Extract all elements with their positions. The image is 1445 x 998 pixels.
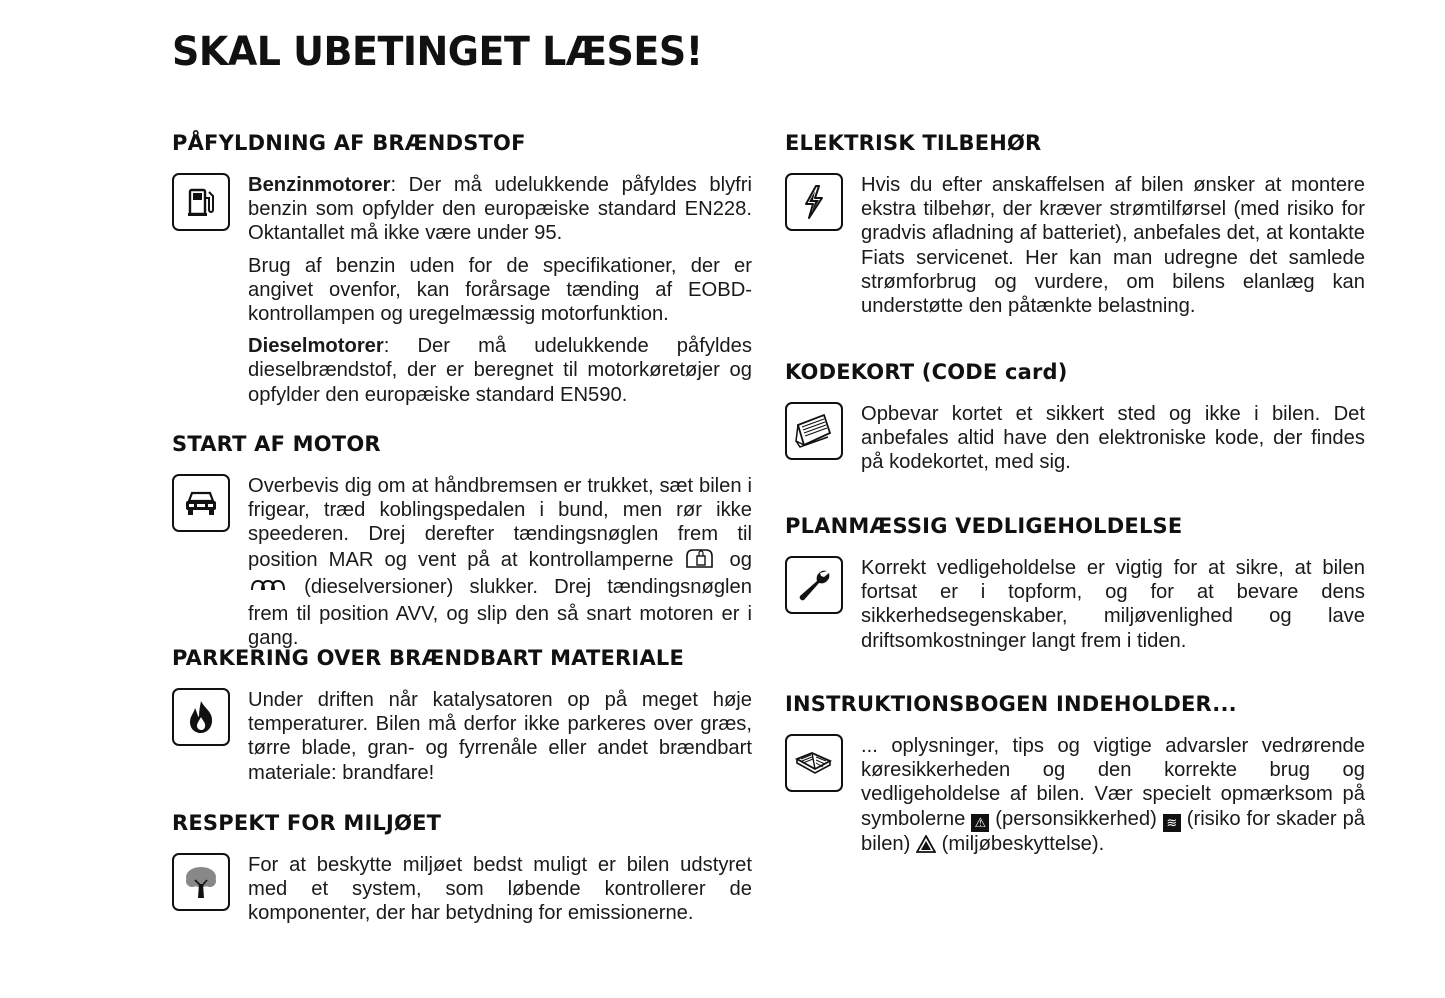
personal-safety-warning-icon: ⚠: [971, 814, 989, 832]
section-environment: [172, 811, 752, 926]
petrol-label: Benzinmotorer: [248, 174, 391, 196]
parking-paragraph: Under driften når katalysatoren op på meget høje temperaturer. Bilen må derfor ikke parkeres over græs, tørre blade, gran- og fyrrenåle eller andet brændbart materiale: brandfare!: [248, 689, 752, 784]
start-text-c: (dieselversioner) slukker. Drej tændingsnøglen frem til position AVV, og slip den så snart motoren er i gang.: [248, 575, 752, 650]
glow-plug-warning-icon: [684, 547, 718, 575]
environment-paragraph: For at beskytte miljøet bedst muligt er bilen udstyret med et system, som løbende kontrollerer de komponenter, der har betydning for emissionerne.: [248, 854, 752, 925]
section-heading-environment: RESPEKT FOR MILJØET: [172, 811, 442, 835]
open-book-icon: [785, 734, 843, 792]
maintenance-paragraph: Korrekt vedligeholdelse er vigtig for at sikre, at bilen fortsat er i topform, og for at bevare dens sikkerhedsegenskaber, miljøvenlighed og lave driftsomkostninger langt frem i tiden.: [861, 557, 1365, 652]
vehicle-damage-warning-icon: ≋: [1163, 814, 1181, 832]
fuel-paragraph-petrol: [248, 173, 752, 246]
wrench-icon: [785, 556, 843, 614]
section-maintenance: [785, 514, 1365, 653]
start-paragraph: [248, 474, 752, 650]
diesel-text: : Der må udelukkende påfyldes dieselbrændstof, der er beregnet til motorkøretøjer og opfylder den europæiske standard EN590.: [248, 335, 752, 406]
start-text-a: Overbevis dig om at håndbremsen er trukket, sæt bilen i frigear, træd koblingspedalen i bund, men rør ikke speederen. Drej derefter tændingsnøglen frem til position MAR og vent på at kontrollamperne: [248, 475, 752, 571]
glow-plug-icon: [248, 578, 288, 602]
flame-icon: [172, 688, 230, 746]
tree-icon: [172, 853, 230, 911]
section-code-card: [785, 360, 1365, 475]
section-heading-maintenance: PLANMÆSSIG VEDLIGEHOLDELSE: [785, 514, 1183, 538]
petrol-text: : Der må udelukkende påfyldes blyfri benzin som opfylder den europæiske standard EN228. Oktantallet må ikke være under 95.: [248, 174, 752, 245]
fuel-paragraph-diesel: [248, 334, 752, 407]
fuel-paragraph-spec: Brug af benzin uden for de specifikationer, der er angivet ovenfor, kan forårsage tænding af EOBD-kontrollampen og uregelmæssig motorfunktion.: [248, 254, 752, 326]
section-heading-handbook: INSTRUKTIONSBOGEN INDEHOLDER...: [785, 692, 1237, 716]
electrical-paragraph: Hvis du efter anskaffelsen af bilen ønsker at montere ekstra tilbehør, der kræver strømtilførsel (med risiko for gradvis afladning af batteriet), anbefales det, at kontakte Fiats servicenet. Her kan man udregne det samlede strømforbrug og vurdere, om bilens elanlæg kan understøtte den påtænkte belastning.: [861, 174, 1365, 318]
environment-warning-icon: [916, 835, 936, 859]
start-text-b: og: [729, 548, 753, 571]
fuel-pump-icon: [172, 173, 230, 231]
section-electrical: [785, 131, 1365, 318]
section-heading-fuel: PÅFYLDNING AF BRÆNDSTOF: [172, 131, 526, 155]
section-handbook: [785, 692, 1365, 859]
handbook-paragraph: [861, 734, 1365, 859]
section-heading-start: START AF MOTOR: [172, 432, 381, 456]
section-parking: [172, 646, 752, 785]
section-heading-electrical: ELEKTRISK TILBEHØR: [785, 131, 1042, 155]
code-card-paragraph: Opbevar kortet et sikkert sted og ikke i bilen. Det anbefales altid have den elektroniske kode, der findes på kodekortet, med sig.: [861, 403, 1365, 474]
section-fuel: [172, 131, 752, 407]
section-heading-parking: PARKERING OVER BRÆNDBART MATERIALE: [172, 646, 685, 670]
diesel-label: Dieselmotorer: [248, 335, 384, 358]
handbook-text-b: (personsikkerhed): [995, 807, 1157, 830]
section-heading-code-card: KODEKORT (CODE card): [785, 360, 1068, 384]
handbook-text-c: (risiko for skader på bilen): [861, 807, 1366, 855]
handbook-text-a: ... oplysninger, tips og vigtige advarsler vedrørende køresikkerheden og den korrekte brug og vedligeholdelse af bilen. Vær specielt opmærksom på symbolerne: [861, 735, 1365, 830]
page-title: SKAL UBETINGET LÆSES!: [172, 28, 703, 75]
lightning-icon: [785, 173, 843, 231]
handbook-text-d: (miljøbeskyttelse).: [941, 832, 1105, 855]
car-front-icon: [172, 474, 230, 532]
section-start: [172, 432, 752, 650]
code-card-icon: [785, 402, 843, 460]
